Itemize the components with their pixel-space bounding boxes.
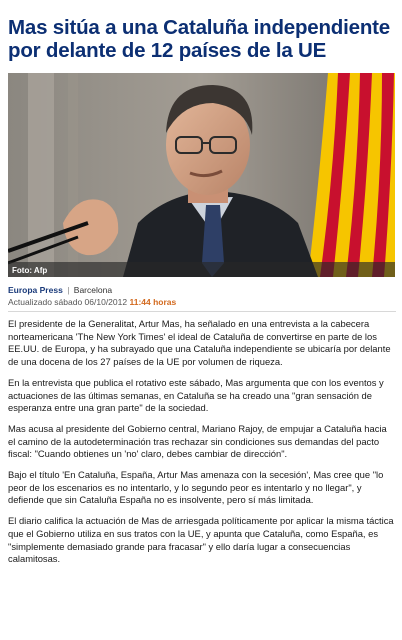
photo-credit-bar xyxy=(8,262,395,277)
paragraph: En la entrevista que publica el rotativo este sábado, Mas argumenta que con los eventos y actuaciones de las últimas semanas, en Cataluña se ha creado una "gran sensación de esperanza entre una gran parte" de la sociedad. xyxy=(8,376,384,414)
updated-label: Actualizado sábado 06/10/2012 xyxy=(8,297,128,307)
dateline-city: Barcelona xyxy=(73,285,113,295)
article-body xyxy=(8,318,396,574)
article-photo xyxy=(8,73,395,277)
photo-credit: Foto: Afp xyxy=(12,266,48,275)
photo-illustration xyxy=(8,73,395,277)
byline-separator: | xyxy=(67,285,70,295)
byline xyxy=(8,284,396,296)
paragraph: El presidente de la Generalitat, Artur Mas, ha señalado en una entrevista a la cabecera norteamericana 'The New York Times' el ideal de Cataluña de convertirse en parte de los EE.UU. de Europa, y ha subrayado que una Cataluña independiente se ubicaría por delante de una docena de los 27 países de la UE por volumen de riqueza. xyxy=(8,318,391,368)
paragraph: El diario califica la actuación de Mas de arriesgada políticamente por aplicar la misma táctica que el Gobierno utiliza en sus tratos con la UE, y apunta que Cataluña, como España, es "simplemente demasiado grande para fracasar" y ello daría lugar a consecuencias calamitosas. xyxy=(8,515,394,565)
article-headline: Mas sitúa a una Cataluña independiente por delante de 12 países de la UE xyxy=(8,15,390,62)
article-meta xyxy=(8,284,396,308)
divider xyxy=(8,311,396,312)
updated-line xyxy=(8,296,396,308)
paragraph: Mas acusa al presidente del Gobierno central, Mariano Rajoy, de empujar a Cataluña hacia el camino de la autodeterminación tras rechazar sin condiciones sus demandas del pacto fiscal: "Cuando obtienes un 'no' claro, debes cambiar de dirección". xyxy=(8,422,387,460)
source-link[interactable]: Europa Press xyxy=(8,285,63,295)
paragraph: Bajo el título 'En Cataluña, España, Artur Mas amenaza con la secesión', Mas cree que "lo peor de los escenarios es no intentarlo, y lo segundo peor es intentarlo y no llegar", y defiende que sin Cataluña España no es insolvente, pero sí más limitada. xyxy=(8,469,384,506)
updated-time: 11:44 horas xyxy=(129,297,177,307)
